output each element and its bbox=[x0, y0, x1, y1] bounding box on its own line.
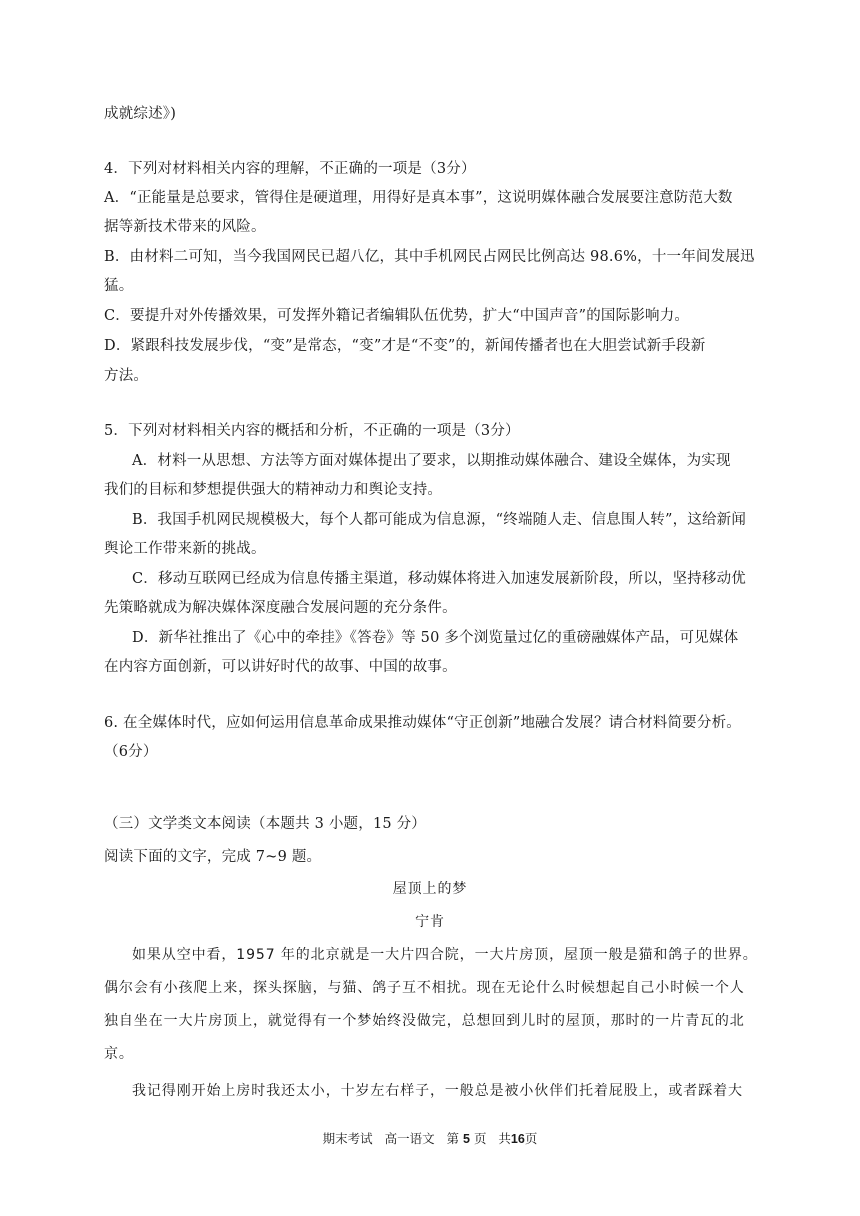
header-tail-text: 成就综述》) bbox=[104, 106, 177, 122]
footer-total-prefix: 共 bbox=[498, 1131, 511, 1146]
q5-option-a-line2: 我们的目标和梦想提供强大的精神动力和舆论支持。 bbox=[104, 482, 443, 498]
footer-total-suffix: 页 bbox=[524, 1131, 538, 1146]
section-3-instruction: 阅读下面的文字，完成 7~9 题。 bbox=[104, 849, 322, 865]
story-paragraph-2-line1: 我记得刚开始上房时我还太小，十岁左右样子，一般总是被小伙伴们托着屁股上，或者踩着大 bbox=[132, 1083, 743, 1099]
q4-option-a-line2: 据等新技术带来的风险。 bbox=[104, 219, 266, 235]
footer-total-pages: 16 bbox=[510, 1132, 525, 1146]
section-3-heading: （三）文学类文本阅读（本题共 3 小题，15 分） bbox=[104, 816, 427, 832]
q4-option-b-line1: B．由材料二可知，当今我国网民已超八亿，其中手机网民占网民比例高达 98.6%，十一年间发展迅 bbox=[104, 249, 755, 265]
page-footer bbox=[0, 1130, 860, 1148]
footer-subject: 高一语文 bbox=[384, 1131, 435, 1146]
q4-option-d-line2: 方法。 bbox=[104, 368, 149, 384]
story-title: 屋顶上的梦 bbox=[392, 881, 468, 897]
question-5-stem: 5．下列对材料相关内容的概括和分析，不正确的一项是（3分） bbox=[104, 423, 520, 439]
footer-page-prefix: 第 bbox=[446, 1131, 460, 1146]
question-6-line2: （6分） bbox=[104, 744, 158, 760]
story-paragraph-1-line4: 京。 bbox=[104, 1046, 134, 1062]
q5-option-d-line2: 在内容方面创新，可以讲好时代的故事、中国的故事。 bbox=[104, 659, 457, 675]
q5-option-c-line1: C．移动互联网已经成为信息传播主渠道，移动媒体将进入加速发展新阶段，所以，坚持移动优 bbox=[132, 571, 746, 587]
q4-option-b-line2: 猛。 bbox=[104, 278, 134, 294]
story-paragraph-1-line2: 偶尔会有小孩爬上来，探头探脑，与猫、鸽子互不相扰。现在无论什么时候想起自己小时候一个人 bbox=[104, 980, 745, 996]
story-author: 宁肯 bbox=[415, 914, 445, 930]
story-paragraph-1-line3: 独自坐在一大片房顶上，就觉得有一个梦始终没做完，总想回到儿时的屋顶，那时的一片青瓦的北 bbox=[104, 1013, 745, 1029]
question-4-stem: 4．下列对材料相关内容的理解，不正确的一项是（3分） bbox=[104, 161, 476, 177]
q4-option-c: C．要提升对外传播效果，可发挥外籍记者编辑队伍优势，扩大“中国声音”的国际影响力。 bbox=[104, 308, 690, 324]
footer-page-suffix: 页 bbox=[473, 1131, 487, 1146]
q4-option-a-line1: A．“正能量是总要求，管得住是硬道理，用得好是真本事”，这说明媒体融合发展要注意防范大数 bbox=[104, 190, 733, 206]
story-paragraph-1-line1: 如果从空中看，1957 年的北京就是一大片四合院，一大片房顶，屋顶一般是猫和鸽子的世界。 bbox=[132, 947, 758, 963]
q5-option-d-line1: D．新华社推出了《心中的牵挂》《答卷》等 50 多个浏览量过亿的重磅融媒体产品，可见媒体 bbox=[132, 630, 739, 646]
q5-option-c-line2: 先策略就成为解决媒体深度融合发展问题的充分条件。 bbox=[104, 600, 457, 616]
q4-option-d-line1: D．紧跟科技发展步伐，“变”是常态，“变”才是“不变”的，新闻传播者也在大胆尝试新手段新 bbox=[104, 338, 706, 354]
q5-option-b-line1: B．我国手机网民规模极大，每个人都可能成为信息源，“终端随人走、信息围人转”，这给新闻 bbox=[132, 512, 747, 528]
footer-exam: 期末考试 bbox=[322, 1131, 373, 1146]
question-6-line1: 6. 在全媒体时代，应如何运用信息革命成果推动媒体“守正创新”地融合发展？请合材料简要分析。 bbox=[104, 715, 741, 731]
q5-option-a-line1: A．材料一从思想、方法等方面对媒体提出了要求，以期推动媒体融合、建设全媒体，为实现 bbox=[132, 453, 731, 469]
footer-page-number: 5 bbox=[463, 1132, 470, 1146]
q5-option-b-line2: 舆论工作带来新的挑战。 bbox=[104, 541, 266, 557]
